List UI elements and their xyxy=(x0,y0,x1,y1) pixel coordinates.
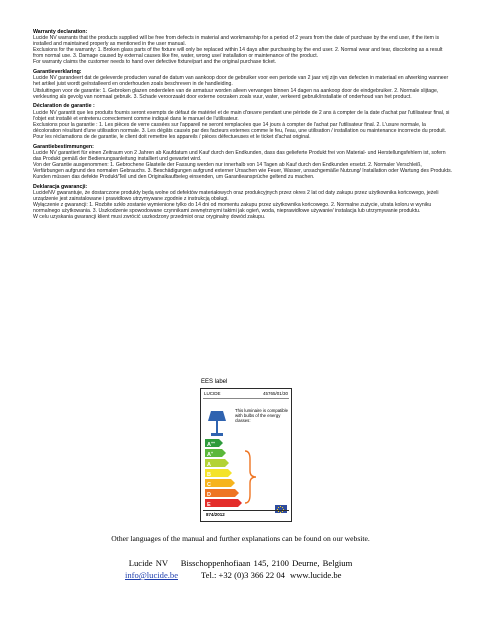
energy-class-sup: ++ xyxy=(210,441,216,445)
energy-class-bar xyxy=(205,489,235,497)
section-paragraph: Exclusions pour la garantie : 1. Les pièces de verre cassées sur l'appareil ne seront remplacées que 14 jours à compter de l'achat par l'utilisateur final. 2. L'usure normale, la décoloration résultant d'une utilisation normale. 3. Les dégâts causés par des facteurs externes comme le feu, l'eau, une utilisation / installation ou maintenance incorrecte du produit. xyxy=(33,121,447,134)
energy-class-label: A xyxy=(207,462,211,468)
warranty-text-block xyxy=(33,29,453,224)
section-paragraph: Lucide NV garantit que les produits fournis seront exempts de défaut de matériel et de main d'œuvre pendant une période de 2 ans à compter de la date d'achat par l'utilisateur final, si l'objet est installé et entretenu correctement comme indiqué dans le manuel de l'utilisateur. xyxy=(33,109,450,122)
energy-label-card xyxy=(200,388,292,522)
energy-class-bar xyxy=(205,439,219,447)
company-name: Lucide NV xyxy=(128,558,169,568)
section-polish xyxy=(33,184,453,221)
section-paragraph: Wyłączenie z gwarancji: 1. Rozbite szkło zostanie wymienione tylko do 14 dni od momentu zakupu przez użytkownika końcowego. 2. Normalne zużycie, utrata koloru w wyniku normalnego użytkowania. 3. Uszkodzenie spowodowane czynnikami zewnętrznymi takimi jak ogień, woda, nieprawidłowe używanie/ instalacja lub utrzymywanie produktu. xyxy=(33,202,432,215)
section-title: Garantieverklaring: xyxy=(33,69,82,76)
section-french xyxy=(33,103,453,140)
section-paragraph: Lucide NV warrants that the products supplied will be free from defects in material and workmanship for a period of 2 years from the date of purchase by the end user, if the item is installed and maintained properly as mentioned in the user manual. xyxy=(33,35,440,48)
section-english xyxy=(33,29,453,66)
energy-class-label: C xyxy=(207,482,211,488)
email-link[interactable]: info@lucide.be xyxy=(125,570,179,580)
energy-label-regulation: 874/2012 xyxy=(206,512,225,517)
section-german xyxy=(33,144,453,181)
section-paragraph: Lucide NV garandeert dat de geleverde producten vanaf de datum van aankoop door de gebruiker voor een periode van 2 jaar vrij zijn van defecten in materiaal en afwerking wanneer het artikel juist wordt geïnstalleerd en onderhouden zoals beschreven in de handleiding. xyxy=(33,75,449,88)
energy-label-footer xyxy=(203,510,289,519)
energy-class-label: A xyxy=(207,442,211,448)
energy-class-bar xyxy=(205,479,231,487)
energy-label xyxy=(200,379,292,521)
energy-label-caption: EES label xyxy=(201,379,228,385)
energy-label-brand: LUCIDE xyxy=(204,391,221,396)
section-title: Warranty declaration: xyxy=(33,29,88,35)
energy-label-header xyxy=(203,391,289,399)
section-paragraph: For warranty claims the customer needs to hand over defective fixture/part and the original purchase ticket. xyxy=(33,59,277,66)
energy-label-compat-text: This luminaire is compatible with bulbs of the energy classes: xyxy=(235,408,289,424)
energy-class-bars xyxy=(205,439,238,509)
section-title: Deklaracja gwarancji: xyxy=(33,183,88,190)
section-paragraph: Pour les réclamations de de garantie, le client doit remettre les appareils / pièces défectueuses et le ticket d'achat original. xyxy=(33,133,311,140)
website-link[interactable]: www.lucide.be xyxy=(290,570,342,580)
section-paragraph: W celu uzyskania gwarancji klient musi zwrócić uszkodzony przedmiot oraz oryginalny dowód zakupu. xyxy=(33,214,266,221)
section-paragraph: Uitsluitingen voor de garantie: 1. Gebroken glazen onderdelen van de armatuur worden alleen vervangen binnen 14 dagen na aankoop door de eindgebruiker. 2. Normale slijtage, verkleuring als gevolg van normaal gebruik. 3. Schade veroorzaakt door externe oorzaken zoals vuur, water, verkeerd gebruik/installatie of onderhoud van het product. xyxy=(33,87,439,100)
section-paragraph: Exclusions for the warranty: 1. Broken glass parts of the fixture will only be replaced within 14 days after purchasing by the end user. 2. Normal wear and tear, discoloring as a result from normal use. 3. Damage caused by external causes like fire, water, wrong use/ installation or maintenance of the product. xyxy=(33,47,443,60)
energy-class-label: E xyxy=(207,502,211,508)
energy-class-sup: + xyxy=(210,451,214,455)
section-paragraph: Lucide NV garantiert für einen Zeitraum von 2 Jahren ab Kaufdatum und Kauf durch den Endkunden, dass das gelieferte Produkt frei von Material- und Herstellungsfehlern ist, sofern das Produkt gemäß der Bedienungsanleitung installiert und gewartet wird. xyxy=(33,149,446,162)
energy-label-model: 45765/01/30 xyxy=(262,391,288,396)
energy-class-bar xyxy=(205,499,238,507)
brace-icon xyxy=(243,449,257,505)
energy-class-label: D xyxy=(207,492,211,498)
section-paragraph: Von der Garantie ausgenommen: 1. Gebrochene Glasteile der Fassung werden nur innerhalb von 14 Tagen ab Kauf durch den Endkunden ersetzt. 2. Normaler Verschleiß, Verfärbungen aufgrund des normalen Gebrauchs. 3. Beschädigungen aufgrund externer Ursachen wie Feuer, Wasser, unsachgemäße Nutzung/ Installation oder Wartung des Produkts. xyxy=(33,161,453,175)
section-dutch xyxy=(33,69,453,99)
section-title: Déclaration de garantie : xyxy=(33,103,95,110)
energy-class-label: A xyxy=(207,452,211,458)
phone-number: Tel.: +32 (0)3 366 22 04 xyxy=(201,570,285,580)
other-languages-note: Other languages of the manual and further explanations can be found on our website. xyxy=(111,534,370,543)
section-paragraph: LucideNV gwarantuje, że dostarczone produkty będą wolne od defektów materiałowych oraz produkcyjnych przez okres 2 lat od daty zakupu przez użytkownika końcowego, jeżeli urządzenie jest zainstalowane i prawidłowo utrzymywane zgodnie z instrukcją obsługi. xyxy=(33,190,439,203)
energy-class-bar xyxy=(205,469,228,477)
company-address-line xyxy=(0,558,481,568)
company-address: Bisschoppenhofiaan 145, 2100 Deurne, Belgium xyxy=(180,558,353,568)
section-title: Garantiebestimmungen: xyxy=(33,143,94,150)
energy-class-bar xyxy=(205,449,222,457)
energy-class-label: B xyxy=(207,472,211,478)
energy-class-bar xyxy=(205,459,225,467)
lamp-icon xyxy=(207,409,227,437)
section-paragraph: Kunden müssen das defekte Produkt/Teil und den Originalkaufbeleg einsenden, um Garantieansprüche geltend zu machen. xyxy=(33,174,315,181)
